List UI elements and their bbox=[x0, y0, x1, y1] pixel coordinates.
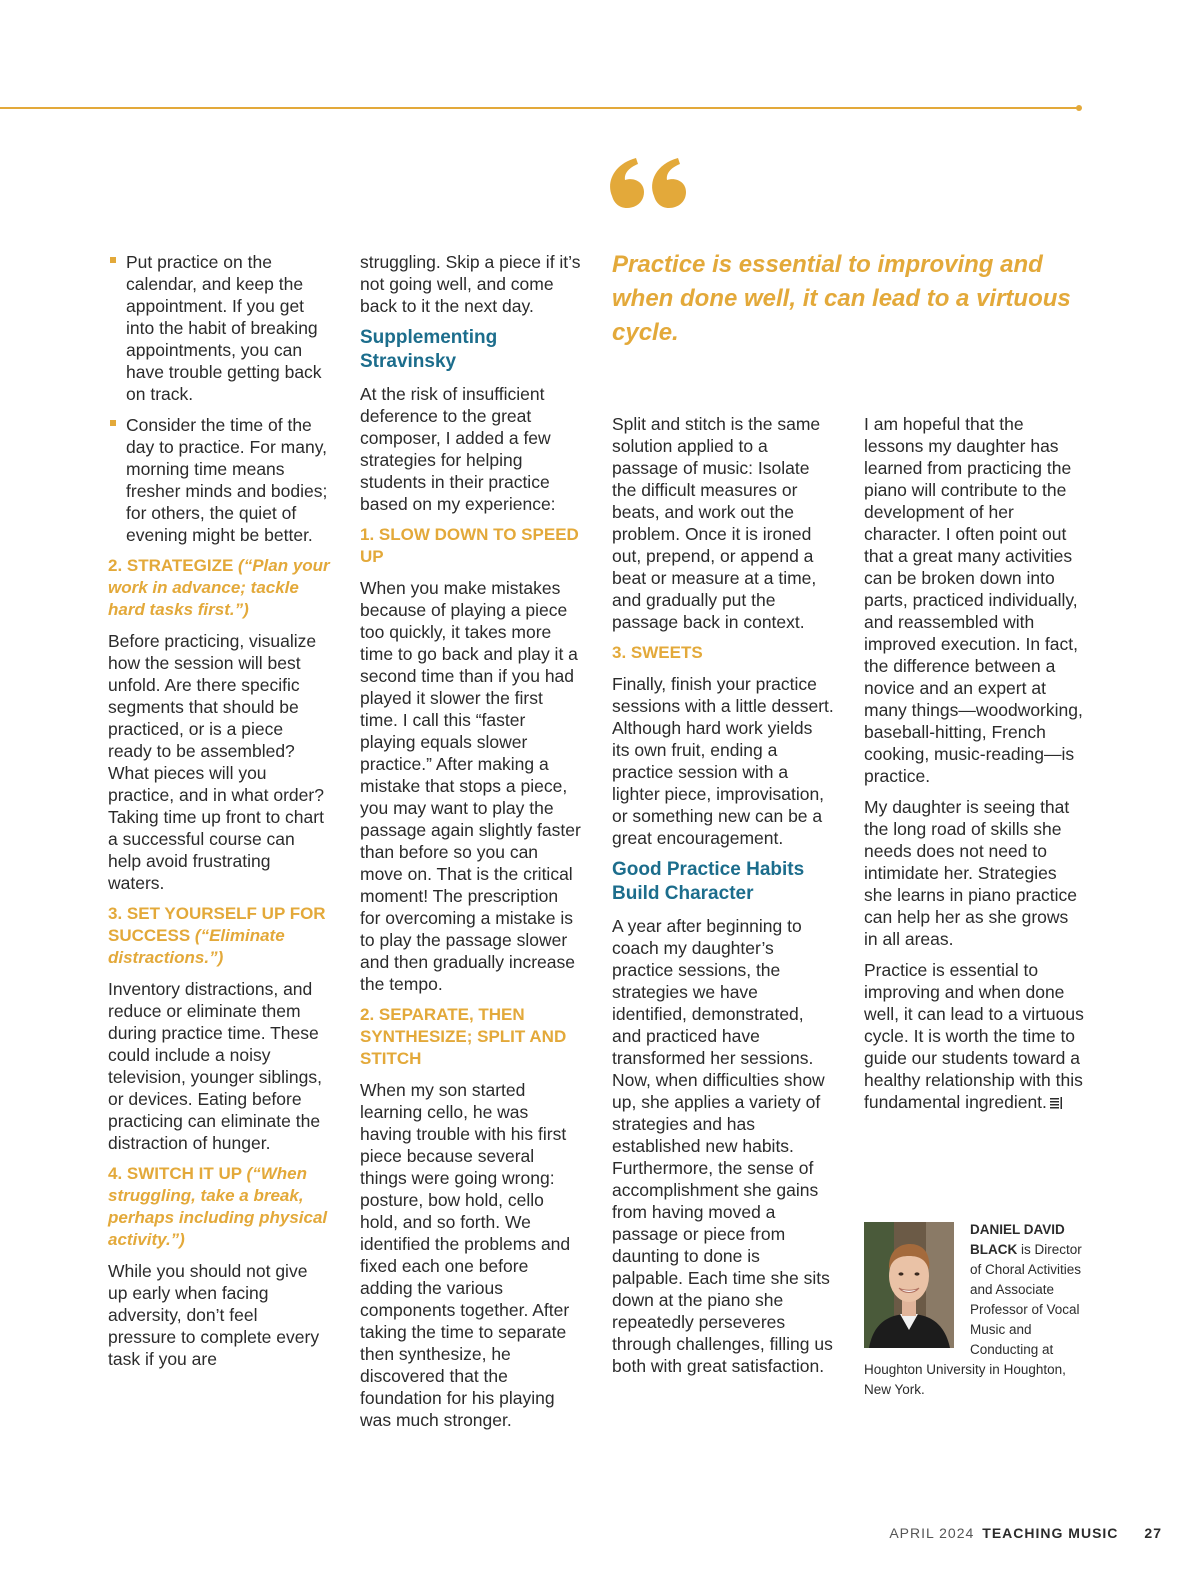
pull-quote: Practice is essential to improving and when done well, it can lead to a virtuous cycle. bbox=[612, 251, 1071, 346]
sweets-heading: 3. SWEETS bbox=[612, 643, 703, 662]
hopeful-paragraph: I am hopeful that the lessons my daughter has learned from practicing the piano will contribute to the development of her character. I often point out that a great many activities can be broken down into parts, practiced individually, and reassembled with improved execution. In fact, the difference between a novice and an expert at many things—woodworking, baseball-hitting, French cooking, music-reading—is practice. bbox=[864, 414, 1083, 786]
supplementing-body: At the risk of insufficient deference to the great composer, I added a few strategies for helping students in their practice based on my experience: bbox=[360, 384, 556, 514]
sweets-body: Finally, finish your practice sessions with a little dessert. Although hard work yields its own fruit, ending a practice session with a lighter piece, improvisation, or something new can be a great encouragement. bbox=[612, 674, 834, 848]
strategize-heading bbox=[108, 555, 330, 621]
supplementing-heading: Supplementing Stravinsky bbox=[360, 327, 498, 372]
tips-list bbox=[108, 251, 330, 546]
setup-tip: (“Eliminate distractions.”) bbox=[108, 926, 285, 967]
strategize-title: 2. STRATEGIZE bbox=[108, 556, 234, 575]
page-footer bbox=[889, 1525, 1162, 1541]
habits-heading: Good Practice Habits Build Character bbox=[612, 859, 805, 904]
quote-icon bbox=[604, 150, 694, 210]
split-stitch-body: Split and stitch is the same solution applied to a passage of music: Isolate the difficult measures or beats, and work out the problem. Once it is ironed out, prepend, or append a beat or measure at a time, and gradually put the passage back in context. bbox=[612, 414, 821, 632]
setup-title: 3. SET YOURSELF UP FOR SUCCESS bbox=[108, 904, 326, 945]
continued-text: struggling. Skip a piece if it’s not going well, and come back to it the next day. bbox=[360, 252, 581, 316]
page-number: 27 bbox=[1144, 1525, 1162, 1541]
list-item: Put practice on the calendar, and keep the appointment. If you get into the habit of breaking appointments, you can have trouble getting back on track. bbox=[108, 251, 330, 405]
column-2 bbox=[360, 251, 582, 1440]
column-4 bbox=[864, 413, 1086, 1122]
slow-down-body: When you make mistakes because of playing a piece too quickly, it takes more time to go back and play it a second time than if you had played it slower the first time. I call this “faster playing equals slower practice.” After making a mistake that stops a piece, you may want to play the passage again slightly faster than before so you can move on. That is the critical moment! The prescription for overcoming a mistake is to play the passage slower and then gradually increase the tempo. bbox=[360, 578, 581, 994]
switch-body: While you should not give up early when facing adversity, don’t feel pressure to complete every task if you are bbox=[108, 1261, 320, 1369]
strategize-tip: (“Plan your work in advance; tackle hard tasks first.”) bbox=[108, 556, 330, 619]
end-mark-icon bbox=[1050, 1097, 1062, 1109]
column-3 bbox=[612, 413, 834, 1386]
closing-paragraph bbox=[864, 959, 1086, 1113]
column-1 bbox=[108, 251, 330, 1379]
author-bio bbox=[864, 1220, 1086, 1400]
magazine-title: TEACHING MUSIC bbox=[982, 1525, 1119, 1541]
switch-heading bbox=[108, 1163, 330, 1251]
habits-body: A year after beginning to coach my daughter’s practice sessions, the strategies we have identified, demonstrated, and practiced have transformed her sessions. Now, when difficulties show up, she applies a variety of strategies and has established new habits. Furthermore, the sense of accomplishment she gains from having moved a passage or piece from daunting to done is palpable. Each time she sits down at the piano she repeatedly perseveres through challenges, filling us both with great satisfaction. bbox=[612, 916, 833, 1376]
list-item: Consider the time of the day to practice. For many, morning time means fresher minds and bodies; for others, the quiet of evening might be better. bbox=[108, 414, 330, 546]
issue-date: APRIL 2024 bbox=[889, 1525, 975, 1541]
closing-text: Practice is essential to improving and when done well, it can lead to a virtuous cycle. It is worth the time to guide our students toward a healthy relationship with this fundamental ingredient. bbox=[864, 960, 1084, 1112]
author-portrait-image bbox=[864, 1222, 954, 1348]
strategize-body: Before practicing, visualize how the session will best unfold. Are there specific segments that should be practiced, or is a piece ready to be assembled? What pieces will you practice, and in what order? Taking time up front to chart a successful course can help avoid frustrating waters. bbox=[108, 631, 324, 893]
switch-title: 4. SWITCH IT UP bbox=[108, 1164, 242, 1183]
separate-body: When my son started learning cello, he was having trouble with his first piece because several things were going wrong: posture, bow hold, cello hold, and so forth. We identified the problems and fixed each one before adding the various components together. After taking the time to separate then synthesize, he discovered that the foundation for his playing was much stronger. bbox=[360, 1080, 571, 1430]
top-rule bbox=[0, 107, 1078, 109]
top-rule-dot bbox=[1076, 105, 1082, 111]
setup-heading bbox=[108, 903, 330, 969]
author-photo bbox=[864, 1222, 954, 1348]
author-description: is Director of Choral Activities and Associate Professor of Vocal Music and Conducting at Houghton University in Houghton, New York. bbox=[864, 1242, 1082, 1397]
slow-down-heading: 1. SLOW DOWN TO SPEED UP bbox=[360, 525, 579, 566]
daughter-paragraph: My daughter is seeing that the long road of skills she needs does not need to intimidate her. Strategies she learns in piano practice can help her as she grows in all areas. bbox=[864, 797, 1078, 949]
author-name: DANIEL DAVID BLACK bbox=[970, 1222, 1065, 1257]
switch-tip: (“When struggling, take a break, perhaps including physical activity.”) bbox=[108, 1164, 328, 1249]
separate-heading: 2. SEPARATE, THEN SYNTHESIZE; SPLIT AND STITCH bbox=[360, 1005, 567, 1068]
setup-body: Inventory distractions, and reduce or eliminate them during practice time. These could include a noisy television, younger siblings, or devices. Eating before practicing can eliminate the distraction of hunger. bbox=[108, 979, 323, 1153]
